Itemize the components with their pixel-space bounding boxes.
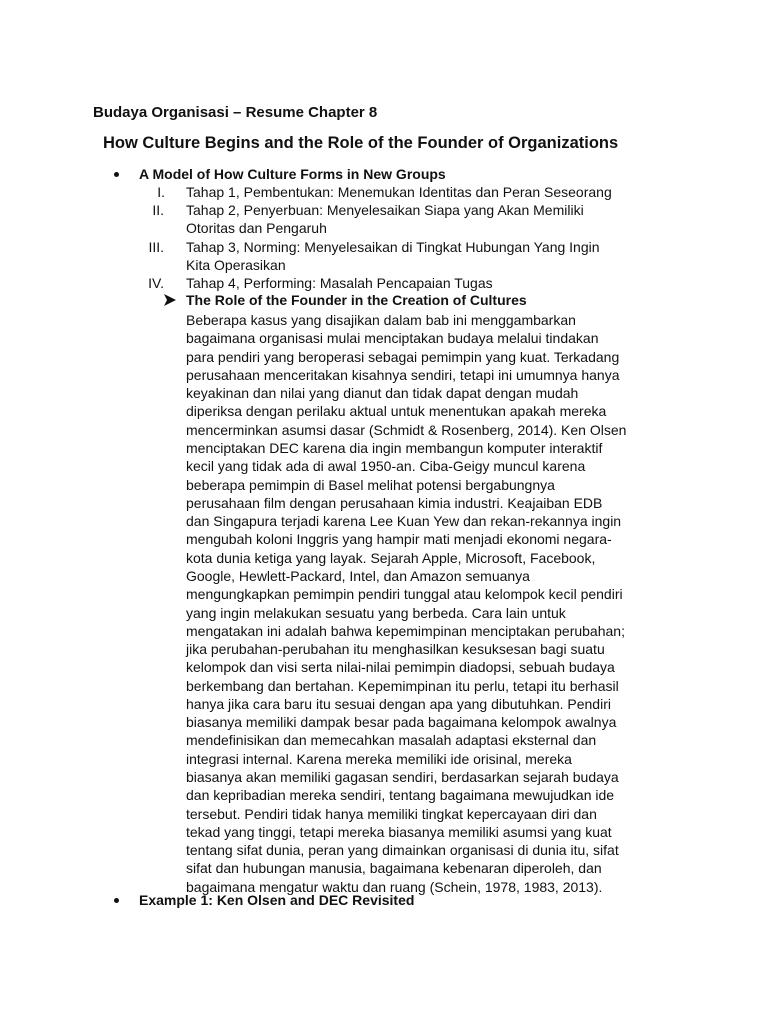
- subsection-title: The Role of the Founder in the Creation of Cultures: [186, 292, 527, 308]
- document-heading: Budaya Organisasi – Resume Chapter 8: [93, 104, 378, 121]
- list-item-line: Tahap 2, Penyerbuan: Menyelesaikan Siapa yang Akan Memiliki: [186, 202, 584, 218]
- paragraph-line: perusahaan film dengan perusahaan kimia industri. Keajaiban EDB: [186, 494, 603, 511]
- bullet-text: Example 1: Ken Olsen and DEC Revisited: [139, 892, 415, 908]
- paragraph-line: dan Singapura terjadi karena Lee Kuan Yew dan rekan-rekannya ingin: [186, 513, 622, 530]
- roman-numeral: IV.: [148, 275, 164, 291]
- paragraph-line: kelompok dan visi serta nilai-nilai pemimpin diadopsi, sebuah budaya: [186, 659, 615, 676]
- paragraph-line: diperiksa dengan perilaku aktual untuk menentukan apakah mereka: [186, 403, 607, 420]
- paragraph-line: yang ingin melakukan sesuatu yang berbeda. Cara lain untuk: [186, 604, 566, 621]
- paragraph-line: perusahaan menceritakan kisahnya sendiri, tetapi ini umumnya hanya: [186, 366, 620, 383]
- paragraph-line: berkembang dan bertahan. Kepemimpinan itu perlu, tetapi itu berhasil: [186, 677, 619, 694]
- paragraph-line: keyakinan dan nilai yang dianut dan tidak dapat dengan mudah: [186, 385, 579, 402]
- list-item-line: Tahap 3, Norming: Menyelesaikan di Tingkat Hubungan Yang Ingin: [186, 239, 600, 255]
- paragraph-line: para pendiri yang beroperasi sebagai pemimpin yang kuat. Terkadang: [186, 348, 620, 365]
- list-item-line: Tahap 1, Pembentukan: Menemukan Identitas dan Peran Seseorang: [186, 184, 612, 200]
- paragraph-line: kota dunia ketiga yang layak. Sejarah Apple, Microsoft, Facebook,: [186, 549, 596, 566]
- subsection-paragraph: [186, 311, 626, 896]
- paragraph-line: tekad yang tinggi, tetapi mereka biasanya memiliki asumsi yang kuat: [186, 823, 612, 840]
- document-title: How Culture Begins and the Role of the Founder of Organizations: [103, 134, 619, 152]
- paragraph-line: mengubah koloni Inggris yang hampir mati menjadi ekonomi negara-: [186, 531, 612, 548]
- paragraph-line: integrasi internal. Karena mereka memiliki ide orisinal, mereka: [186, 750, 572, 767]
- bullet-dot-icon: [114, 898, 119, 903]
- roman-numeral: I.: [157, 184, 165, 200]
- paragraph-line: tentang sifat dunia, peran yang dimainkan organisasi di dunia itu, sifat: [186, 842, 619, 859]
- paragraph-line: mencerminkan asumsi dasar (Schmidt & Rosenberg, 2014). Ken Olsen: [186, 421, 627, 438]
- paragraph-line: sifat dan hubungan manusia, bagaimana kebenaran diperoleh, dan: [186, 860, 602, 877]
- paragraph-line: jika perubahan-perubahan itu menghasilkan kesuksesan bagi suatu: [186, 641, 605, 658]
- paragraph-line: biasanya memiliki dampak besar pada bagaimana kelompok awalnya: [186, 714, 617, 731]
- bullet-dot-icon: [114, 172, 119, 177]
- roman-numeral: II.: [152, 202, 164, 218]
- bullet-text: A Model of How Culture Forms in New Groups: [139, 166, 446, 182]
- paragraph-line: kecil yang tidak ada di awal 1950-an. Ciba-Geigy muncul karena: [186, 458, 586, 475]
- paragraph-line: mengungkapkan pemimpin pendiri tunggal atau kelompok kecil pendiri: [186, 586, 623, 603]
- paragraph-line: bagaimana organisasi mulai menciptakan budaya melalui tindakan: [186, 330, 599, 347]
- bullet-item: [139, 166, 446, 182]
- paragraph-line: mengatakan ini adalah bahwa kepemimpinan menciptakan perubahan;: [186, 622, 625, 639]
- paragraph-line: Google, Hewlett-Packard, Intel, dan Amazon semuanya: [186, 567, 530, 584]
- list-item-line: Tahap 4, Performing: Masalah Pencapaian Tugas: [186, 275, 493, 291]
- paragraph-line: menciptakan DEC karena dia ingin membangun komputer interaktif: [186, 439, 603, 456]
- paragraph-line: dan kepribadian mereka sendiri, tentang bagaimana mewujudkan ide: [186, 787, 615, 804]
- list-item-text: [186, 183, 666, 201]
- paragraph-line: bagaimana mengatur waktu dan ruang (Schein, 1978, 1983, 2013).: [186, 878, 603, 895]
- arrowhead-bullet-icon: [163, 293, 177, 307]
- roman-numeral: III.: [148, 239, 164, 255]
- paragraph-line: biasanya akan memiliki gagasan sendiri, berdasarkan sejarah budaya: [186, 769, 619, 786]
- list-item-line: Kita Operasikan: [186, 257, 286, 274]
- list-item-text: [186, 238, 666, 275]
- paragraph-line: tersebut. Pendiri tidak hanya memiliki tingkat kepercayaan diri dan: [186, 805, 597, 822]
- paragraph-line: mendefinisikan dan memecahkan masalah adaptasi eksternal dan: [186, 732, 597, 749]
- list-item-line: Otoritas dan Pengaruh: [186, 220, 327, 237]
- list-item-text: [186, 274, 666, 292]
- list-item-text: [186, 201, 666, 238]
- paragraph-line: Beberapa kasus yang disajikan dalam bab ini menggambarkan: [186, 312, 576, 328]
- paragraph-line: hanya jika cara baru itu sesuai dengan apa yang dibutuhkan. Pendiri: [186, 695, 611, 712]
- paragraph-line: beberapa pemimpin di Basel melihat potensi bergabungnya: [186, 476, 555, 493]
- bullet-item: [139, 892, 414, 908]
